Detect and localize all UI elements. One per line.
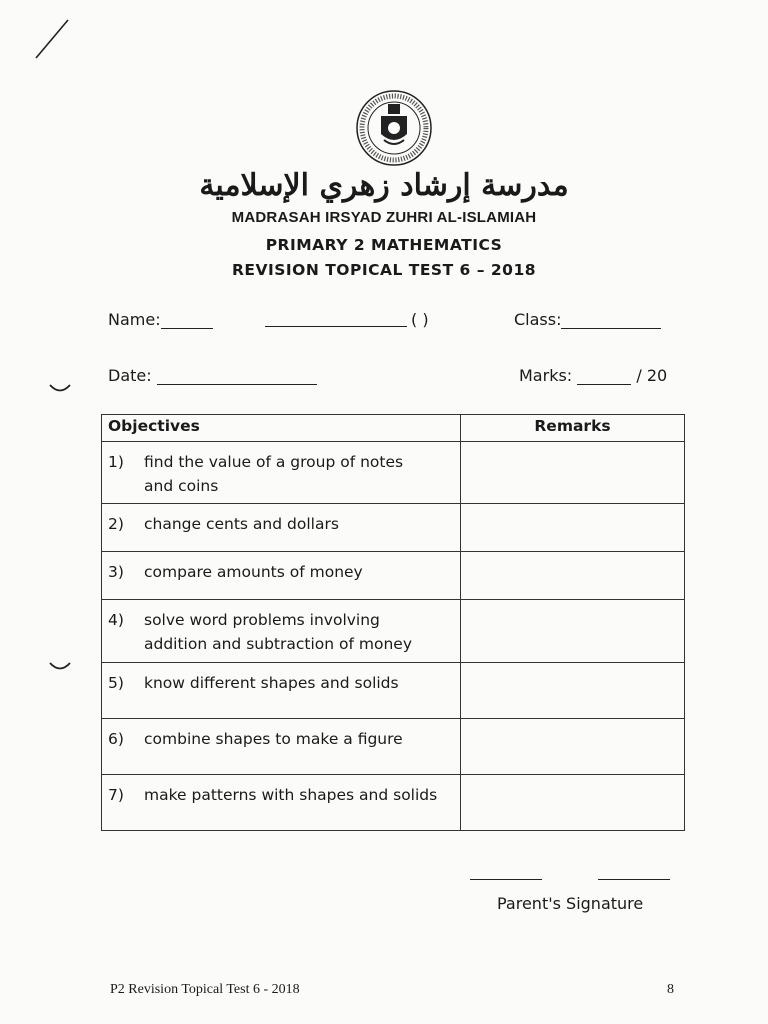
pen-slash-mark: [30, 14, 90, 64]
objective-text: [144, 727, 454, 751]
objective-cell: [102, 719, 461, 775]
page-number: 8: [667, 982, 674, 997]
table-row: [102, 442, 685, 504]
name-line-extension: [265, 326, 407, 327]
marks-label: Marks:: [519, 366, 573, 385]
table-row: [102, 775, 685, 831]
table-row: [102, 719, 685, 775]
objective-cell: [102, 552, 461, 600]
school-crest-logo: [354, 88, 434, 168]
objective-text: [144, 783, 454, 807]
parent-signature-label: Parent's Signature: [497, 894, 644, 913]
subject-heading: PRIMARY 2 MATHEMATICS: [265, 236, 503, 254]
remarks-cell[interactable]: [461, 663, 685, 719]
marks-total: / 20: [636, 366, 668, 385]
marks-field[interactable]: [519, 366, 667, 385]
remarks-header: Remarks: [461, 415, 685, 442]
objective-number: 6): [108, 730, 124, 748]
objective-cell: [102, 442, 461, 504]
objective-text-line: change cents and dollars: [144, 515, 339, 533]
school-name-arabic: مدرسة إرشاد زهري الإسلامية: [199, 168, 569, 203]
footer-test-name: P2 Revision Topical Test 6 - 2018: [110, 982, 300, 997]
objective-cell: [102, 775, 461, 831]
objective-text-line: find the value of a group of notes: [144, 453, 404, 471]
objective-text-line: combine shapes to make a figure: [144, 730, 403, 748]
school-name: MADRASAH IRSYAD ZUHRI AL-ISLAMIAH: [231, 209, 537, 226]
objectives-header: Objectives: [102, 415, 461, 442]
objective-text: [144, 671, 454, 695]
table-header-row: [102, 415, 685, 442]
objective-text: [144, 560, 454, 584]
remarks-cell[interactable]: [461, 442, 685, 504]
objective-number: 4): [108, 611, 124, 629]
date-label: Date:: [108, 366, 152, 385]
objective-text-line: know different shapes and solids: [144, 674, 399, 692]
objective-text: [144, 512, 454, 536]
table-row: [102, 600, 685, 663]
name-label: Name:: [108, 310, 161, 329]
remarks-cell[interactable]: [461, 552, 685, 600]
objective-text-line: compare amounts of money: [144, 563, 363, 581]
table-row: [102, 663, 685, 719]
signature-line[interactable]: [598, 879, 670, 880]
date-field[interactable]: [108, 366, 317, 385]
objective-number: 1): [108, 453, 124, 471]
table-row: [102, 504, 685, 552]
class-line[interactable]: [561, 312, 661, 329]
remarks-cell[interactable]: [461, 719, 685, 775]
margin-tick-mark: [48, 660, 74, 674]
objective-number: 7): [108, 786, 124, 804]
remarks-cell[interactable]: [461, 600, 685, 663]
objective-text: [144, 608, 454, 656]
objective-text-line: solve word problems involving: [144, 611, 380, 629]
objective-text-line: addition and subtraction of money: [144, 635, 412, 653]
signature-line[interactable]: [470, 879, 542, 880]
date-line[interactable]: [157, 368, 317, 385]
objective-cell: [102, 663, 461, 719]
margin-tick-mark: [48, 382, 74, 396]
objective-number: 5): [108, 674, 124, 692]
class-label: Class:: [514, 310, 562, 329]
table-row: [102, 552, 685, 600]
remarks-cell[interactable]: [461, 775, 685, 831]
name-field[interactable]: [108, 310, 213, 329]
register-number-field[interactable]: ( ): [411, 310, 429, 329]
remarks-cell[interactable]: [461, 504, 685, 552]
objective-cell: [102, 504, 461, 552]
objective-text: [144, 450, 454, 498]
objectives-table: [101, 414, 685, 831]
objective-number: 2): [108, 515, 124, 533]
class-field[interactable]: [514, 310, 661, 329]
objective-text-line: make patterns with shapes and solids: [144, 786, 438, 804]
marks-line[interactable]: [577, 368, 631, 385]
objective-text-line: and coins: [144, 477, 219, 495]
objective-number: 3): [108, 563, 124, 581]
name-line[interactable]: [161, 312, 213, 329]
objective-cell: [102, 600, 461, 663]
test-title: REVISION TOPICAL TEST 6 – 2018: [231, 261, 537, 279]
